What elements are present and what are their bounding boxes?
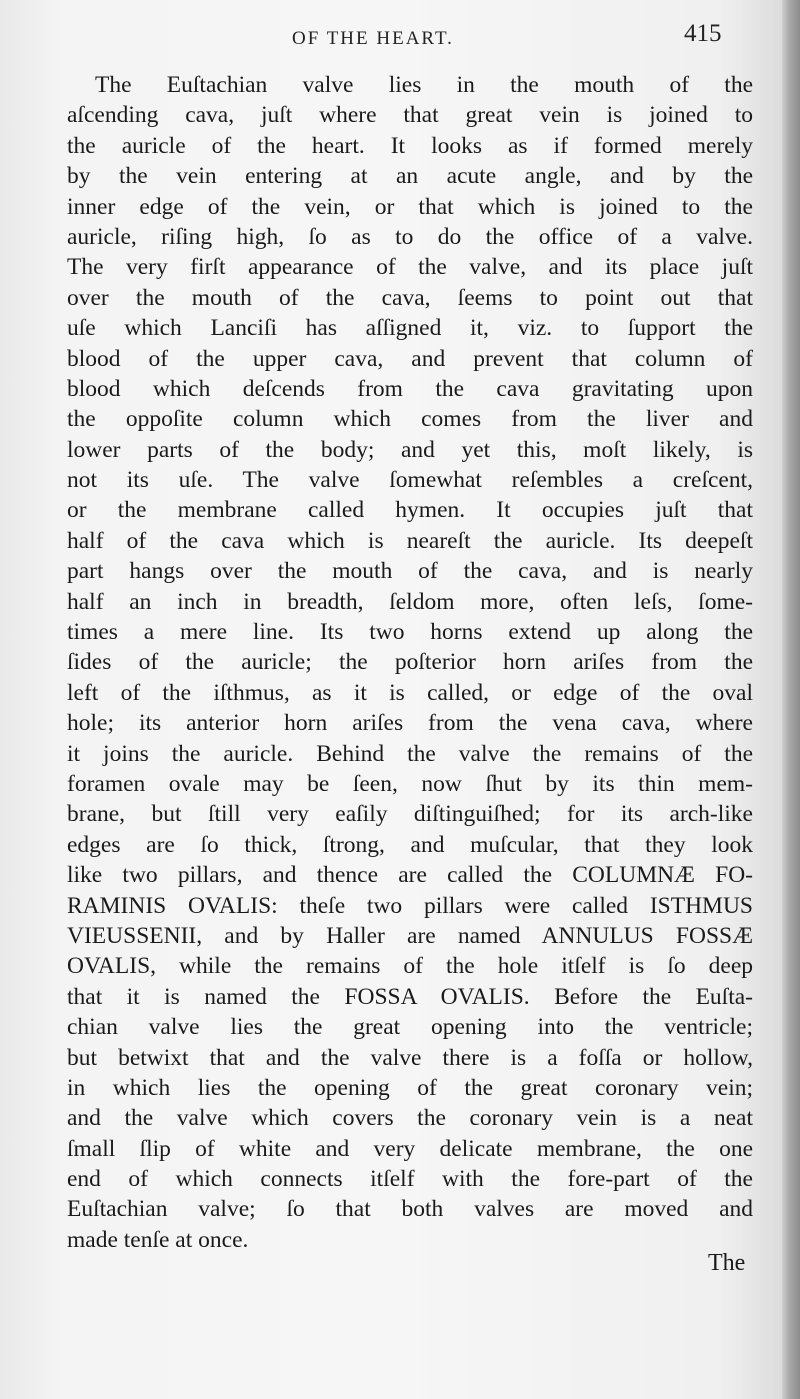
- text-line: blood of the upper cava, and prevent that column of: [67, 345, 753, 372]
- text-line: inner edge of the vein, or that which is joined to the: [67, 193, 753, 220]
- text-line: blood which deſcends from the cava gravitating upon: [67, 375, 753, 402]
- text-line: VIEUSSENII, and by Haller are named ANNULUS FOSSÆ: [67, 922, 753, 949]
- text-line: Euſtachian valve; ſo that both valves are moved and: [67, 1196, 753, 1223]
- body-text: [67, 70, 753, 1255]
- text-line: half of the cava which is neareſt the auricle. Its deepeſt: [67, 527, 753, 554]
- text-line: The Euſtachian valve lies in the mouth of the: [95, 72, 753, 98]
- text-line: like two pillars, and thence are called the COLUMNÆ FO-: [67, 862, 753, 889]
- text-line: the oppoſite column which comes from the liver and: [67, 406, 753, 433]
- text-line: hole; its anterior horn ariſes from the vena cava, where: [67, 710, 753, 737]
- text-line: ſides of the auricle; the poſterior horn ariſes from the: [67, 649, 753, 676]
- catchword: The: [708, 1250, 746, 1276]
- text-line: over the mouth of the cava, ſeems to point out that: [67, 284, 753, 311]
- text-line: OVALIS, while the remains of the hole itſelf is ſo deep: [67, 953, 753, 980]
- text-line: times a mere line. Its two horns extend up along the: [67, 619, 753, 646]
- text-line: by the vein entering at an acute angle, and by the: [67, 163, 753, 190]
- text-line: that it is named the FOSSA OVALIS. Before the Euſta-: [67, 983, 753, 1010]
- text-line: edges are ſo thick, ſtrong, and muſcular, that they look: [67, 831, 753, 858]
- text-line: and the valve which covers the coronary vein is a neat: [67, 1105, 753, 1132]
- text-line: end of which connects itſelf with the fore-part of the: [67, 1166, 753, 1193]
- text-line: uſe which Lanciſi has aſſigned it, viz. to ſupport the: [67, 315, 753, 342]
- page-edge: [782, 0, 800, 1399]
- text-line: chian valve lies the great opening into the ventricle;: [67, 1014, 753, 1041]
- text-line: RAMINIS OVALIS: theſe two pillars were called ISTHMUS: [67, 892, 753, 919]
- text-line: the auricle of the heart. It looks as if formed merely: [67, 132, 753, 159]
- text-line: auricle, riſing high, ſo as to do the office of a valve.: [67, 223, 753, 250]
- running-head: OF THE HEART.: [292, 28, 454, 49]
- text-line: ſmall ſlip of white and very delicate membrane, the one: [67, 1135, 753, 1162]
- text-line: foramen ovale may be ſeen, now ſhut by its thin mem-: [67, 770, 753, 797]
- text-line: or the membrane called hymen. It occupies juſt that: [67, 497, 753, 524]
- text-line: The very firſt appearance of the valve, and its place juſt: [67, 254, 753, 281]
- text-line: part hangs over the mouth of the cava, and is nearly: [67, 558, 753, 585]
- text-line: it joins the auricle. Behind the valve the remains of the: [67, 740, 753, 767]
- text-line: in which lies the opening of the great coronary vein;: [67, 1074, 753, 1101]
- text-line: half an inch in breadth, ſeldom more, often leſs, ſome-: [67, 588, 753, 615]
- text-line: made tenſe at once.: [67, 1226, 249, 1253]
- text-line: not its uſe. The valve ſomewhat reſembles a creſcent,: [67, 467, 753, 494]
- text-line: brane, but ſtill very eaſily diſtinguiſhed; for its arch-like: [67, 801, 753, 828]
- text-line: but betwixt that and the valve there is a foſſa or hollow,: [67, 1044, 753, 1071]
- text-line: lower parts of the body; and yet this, moſt likely, is: [67, 436, 753, 463]
- page-number: 415: [684, 20, 722, 47]
- text-line: aſcending cava, juſt where that great vein is joined to: [67, 102, 753, 129]
- text-line: left of the iſthmus, as it is called, or edge of the oval: [67, 679, 753, 706]
